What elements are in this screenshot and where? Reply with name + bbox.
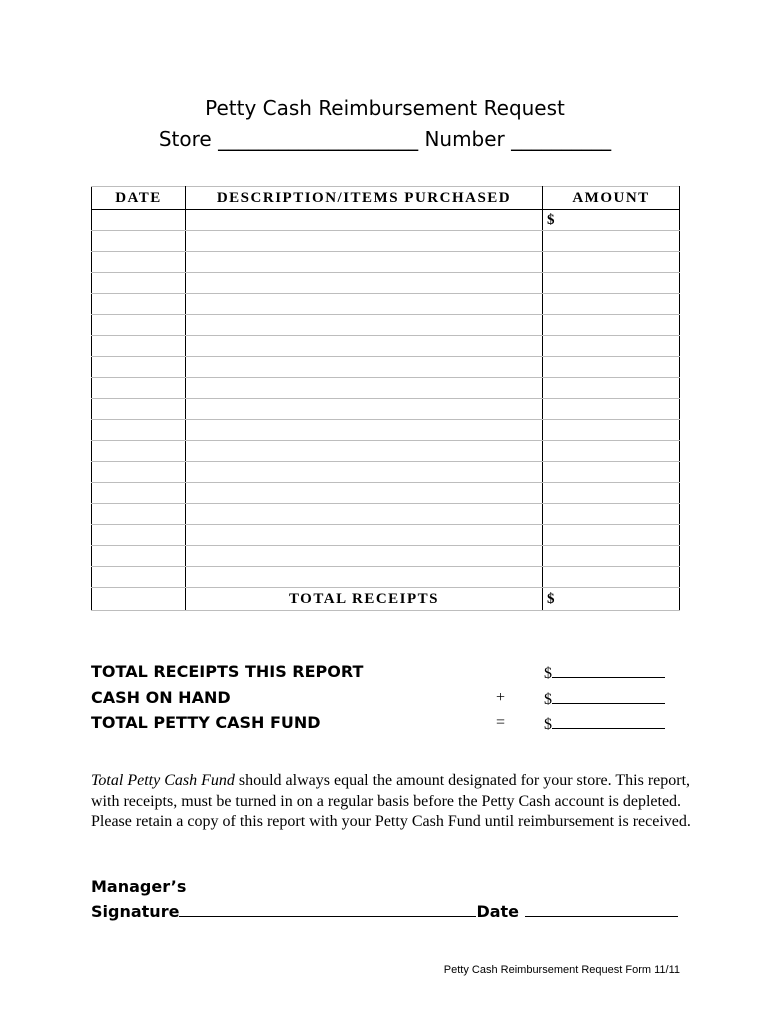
summary-value-field[interactable] bbox=[544, 713, 665, 735]
summary-label: CASH ON HAND bbox=[91, 688, 231, 707]
description-cell[interactable] bbox=[186, 336, 543, 357]
currency-symbol: $ bbox=[547, 211, 555, 228]
date-cell[interactable] bbox=[92, 378, 186, 399]
description-cell[interactable] bbox=[186, 294, 543, 315]
column-header-amount: AMOUNT bbox=[543, 187, 680, 210]
description-cell[interactable] bbox=[186, 483, 543, 504]
date-cell[interactable] bbox=[92, 336, 186, 357]
table-row bbox=[92, 546, 680, 567]
amount-cell[interactable] bbox=[543, 504, 680, 525]
summary-operator: = bbox=[496, 714, 506, 731]
description-cell[interactable] bbox=[186, 315, 543, 336]
summary-blank-line bbox=[552, 713, 665, 729]
amount-cell[interactable] bbox=[543, 441, 680, 462]
summary-label: TOTAL RECEIPTS THIS REPORT bbox=[91, 662, 364, 681]
signature-label: Signature bbox=[91, 902, 180, 921]
table-row bbox=[92, 525, 680, 546]
date-cell[interactable] bbox=[92, 420, 186, 441]
table-row bbox=[92, 504, 680, 525]
table-row bbox=[92, 252, 680, 273]
table-row bbox=[92, 567, 680, 588]
amount-cell[interactable] bbox=[543, 378, 680, 399]
date-cell[interactable] bbox=[92, 483, 186, 504]
table-row bbox=[92, 420, 680, 441]
signature-date-field[interactable] bbox=[525, 900, 678, 917]
store-field[interactable]: ____________________ bbox=[218, 127, 419, 151]
table-row bbox=[92, 399, 680, 420]
table-row bbox=[92, 273, 680, 294]
table-row bbox=[92, 357, 680, 378]
description-cell[interactable] bbox=[186, 546, 543, 567]
table-row bbox=[92, 315, 680, 336]
instructions-paragraph bbox=[91, 771, 691, 833]
total-date-cell bbox=[92, 588, 186, 611]
summary-currency: $ bbox=[544, 691, 552, 708]
table-row bbox=[92, 294, 680, 315]
store-number-line bbox=[0, 126, 770, 152]
total-amount-cell[interactable] bbox=[543, 588, 680, 611]
column-header-description: DESCRIPTION/ITEMS PURCHASED bbox=[186, 187, 543, 210]
amount-cell[interactable] bbox=[543, 525, 680, 546]
description-cell[interactable] bbox=[186, 231, 543, 252]
description-cell[interactable] bbox=[186, 357, 543, 378]
table-row bbox=[92, 231, 680, 252]
description-cell[interactable] bbox=[186, 441, 543, 462]
description-cell[interactable] bbox=[186, 504, 543, 525]
date-cell[interactable] bbox=[92, 399, 186, 420]
date-cell[interactable] bbox=[92, 210, 186, 231]
table-row bbox=[92, 336, 680, 357]
date-cell[interactable] bbox=[92, 567, 186, 588]
description-cell[interactable] bbox=[186, 399, 543, 420]
description-cell[interactable] bbox=[186, 420, 543, 441]
store-label: Store bbox=[158, 127, 212, 151]
amount-cell[interactable] bbox=[543, 357, 680, 378]
total-row bbox=[92, 588, 680, 611]
date-cell[interactable] bbox=[92, 315, 186, 336]
date-cell[interactable] bbox=[92, 525, 186, 546]
description-cell[interactable] bbox=[186, 378, 543, 399]
amount-cell[interactable] bbox=[543, 336, 680, 357]
table-body bbox=[92, 210, 680, 588]
date-cell[interactable] bbox=[92, 357, 186, 378]
amount-cell[interactable] bbox=[543, 210, 680, 231]
instructions-italic-lead: Total Petty Cash Fund bbox=[91, 772, 235, 789]
column-header-date: DATE bbox=[92, 187, 186, 210]
table-row bbox=[92, 483, 680, 504]
summary-operator: + bbox=[496, 689, 506, 706]
summary-currency: $ bbox=[544, 665, 552, 682]
amount-cell[interactable] bbox=[543, 294, 680, 315]
description-cell[interactable] bbox=[186, 525, 543, 546]
amount-cell[interactable] bbox=[543, 462, 680, 483]
amount-cell[interactable] bbox=[543, 567, 680, 588]
date-cell[interactable] bbox=[92, 546, 186, 567]
table-header-row bbox=[92, 187, 680, 210]
date-cell[interactable] bbox=[92, 294, 186, 315]
summary-value-field[interactable] bbox=[544, 662, 665, 684]
amount-cell[interactable] bbox=[543, 252, 680, 273]
summary-currency: $ bbox=[544, 716, 552, 733]
table-row bbox=[92, 462, 680, 483]
amount-cell[interactable] bbox=[543, 399, 680, 420]
date-cell[interactable] bbox=[92, 231, 186, 252]
description-cell[interactable] bbox=[186, 567, 543, 588]
date-label: Date bbox=[476, 902, 520, 921]
date-cell[interactable] bbox=[92, 462, 186, 483]
amount-cell[interactable] bbox=[543, 483, 680, 504]
amount-cell[interactable] bbox=[543, 315, 680, 336]
signature-line bbox=[91, 900, 691, 923]
summary-label: TOTAL PETTY CASH FUND bbox=[91, 713, 321, 732]
amount-cell[interactable] bbox=[543, 420, 680, 441]
total-currency-symbol: $ bbox=[547, 590, 555, 607]
date-cell[interactable] bbox=[92, 252, 186, 273]
table-row bbox=[92, 441, 680, 462]
description-cell[interactable] bbox=[186, 273, 543, 294]
signature-field[interactable] bbox=[179, 900, 476, 917]
amount-cell[interactable] bbox=[543, 273, 680, 294]
number-field[interactable]: __________ bbox=[511, 127, 612, 151]
description-cell[interactable] bbox=[186, 462, 543, 483]
summary-value-field[interactable] bbox=[544, 688, 665, 710]
instructions-text: should always equal the amount designated for your store. This report, with receipts, must be turned in on a regular basis before the Petty Cash account is depleted. Please retain a copy of this report with your Petty Cash Fund until reimbursement is received. bbox=[91, 772, 691, 830]
form-title: Petty Cash Reimbursement Request bbox=[205, 96, 565, 120]
description-cell[interactable] bbox=[186, 210, 543, 231]
date-cell[interactable] bbox=[92, 441, 186, 462]
summary-blank-line bbox=[552, 688, 665, 704]
description-cell[interactable] bbox=[186, 252, 543, 273]
total-receipts-label: TOTAL RECEIPTS bbox=[186, 588, 543, 611]
manager-label-line bbox=[91, 876, 691, 898]
number-label: Number bbox=[424, 127, 505, 151]
amount-cell[interactable] bbox=[543, 546, 680, 567]
summary-blank-line bbox=[552, 662, 665, 678]
date-cell[interactable] bbox=[92, 504, 186, 525]
table-row bbox=[92, 210, 680, 231]
form-footer: Petty Cash Reimbursement Request Form 11/11 bbox=[443, 964, 680, 976]
amount-cell[interactable] bbox=[543, 231, 680, 252]
manager-label: Manager’s bbox=[91, 877, 187, 896]
receipts-table bbox=[91, 186, 680, 611]
date-cell[interactable] bbox=[92, 273, 186, 294]
table-row bbox=[92, 378, 680, 399]
